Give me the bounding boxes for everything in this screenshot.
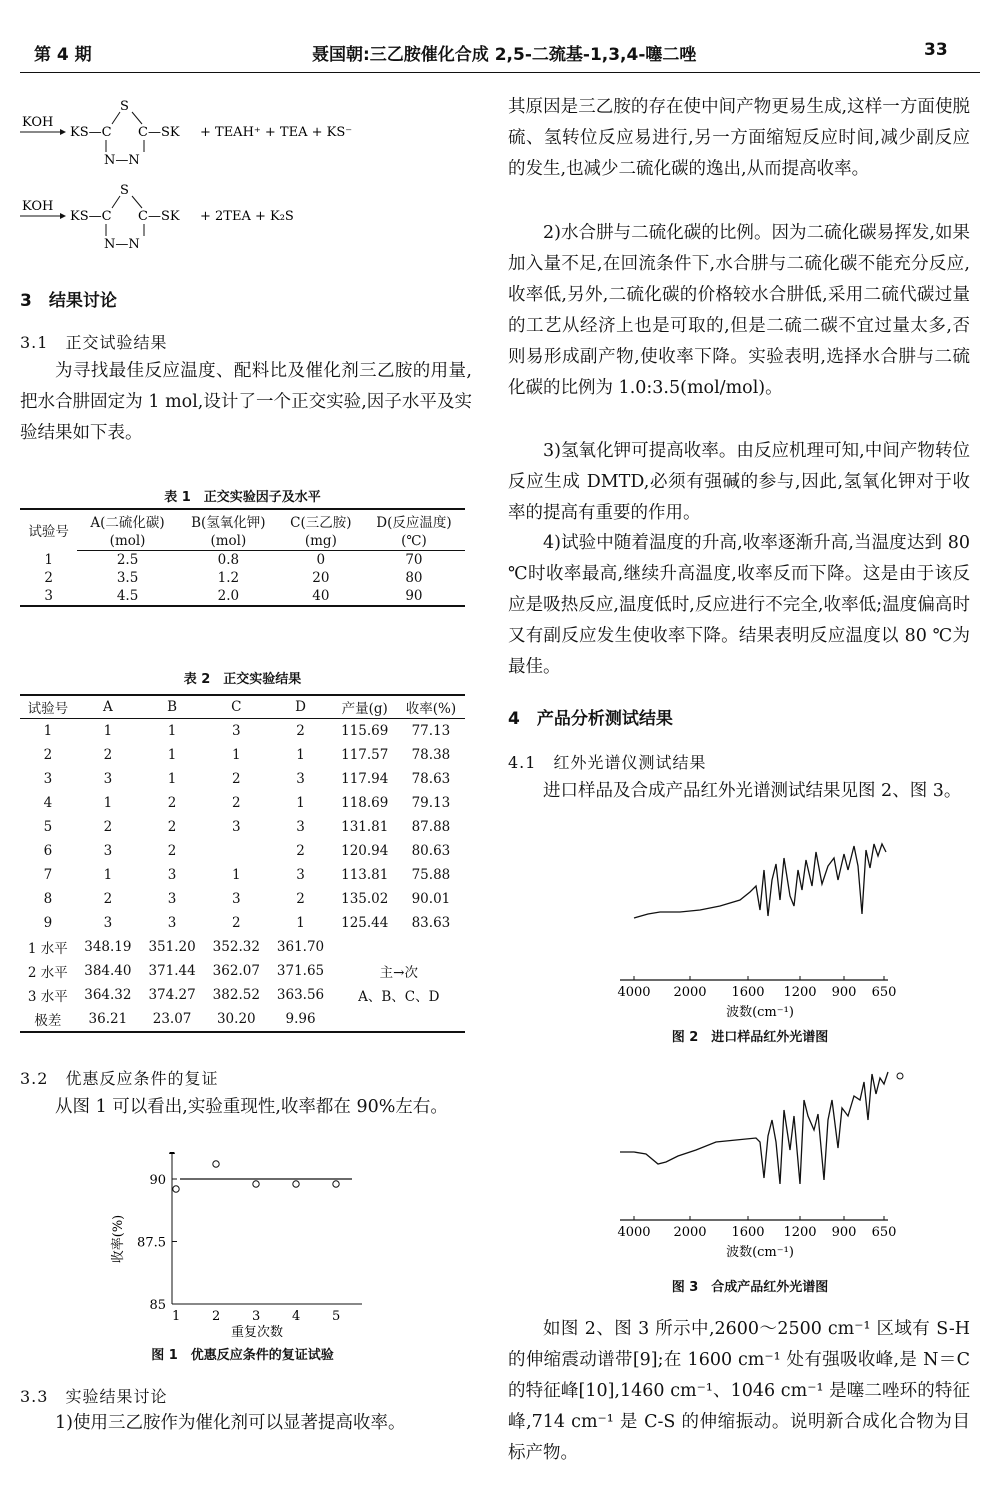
table-cell: 117.94 [341,771,389,787]
final-paragraph: 如图 2、图 3 所示中,2600～2500 cm⁻¹ 区域有 S-H 的伸缩震动谱带[9];在 1600 cm⁻¹ 处有强吸收峰,是 N＝C 的特征峰[10],1460 cm⁻¹、1046 cm⁻¹ 是噻二唑环的特征峰,714 cm⁻¹ 是 C-S 的伸缩振动。说明新合成化合物为目标产物。 [508,1319,970,1463]
table-cell: 3 [232,723,241,739]
x-tick-label: 5 [332,1309,341,1324]
section-3-2-heading: 3.2 优惠反应条件的复证 [20,1069,219,1088]
x-tick-label: 4000 [617,1225,651,1240]
table-cell: 79.13 [411,795,451,811]
table-cell: 1 [232,747,241,763]
table-1-caption: 表 1 正交实验因子及水平 [164,490,321,505]
summary-cell: 382.52 [212,987,260,1003]
table-cell: 2 [103,819,113,835]
x-axis-label: 波数(cm⁻¹) [726,1005,794,1020]
table-cell: 3.5 [116,570,139,586]
table-row [20,839,465,863]
table-cell: 1 [43,723,53,739]
summary-cell: 极差 [34,1013,62,1029]
trace-end-marker [897,1073,903,1079]
summary-cell: 351.20 [148,939,196,955]
table-cell: 3 [103,771,113,787]
reaction-1-products: + TEAH⁺ + TEA + KS⁻ [200,125,353,140]
table-cell: 2 [296,723,305,739]
summary-cell: 371.44 [148,963,196,979]
summary-cell: 363.56 [276,987,325,1003]
table-header: 试验号 [20,695,76,719]
table-cell: 2 [167,795,177,811]
table-cell: 135.02 [341,891,389,907]
table-2-caption: 表 2 正交实验结果 [183,672,302,687]
y-tick-label: 85 [149,1298,166,1313]
paragraph-3: 3)氢氧化钾可提高收率。由反应机理可知,中间产物转位反应生成 DMTD,必须有强碱的参与,因此,氢氧化钾对于收率的提高有重要的作用。 [508,441,970,523]
table-unit: (mol) [77,532,178,551]
table-cell: 3 [44,588,53,604]
x-tick-label: 1 [172,1309,181,1324]
data-point [213,1161,219,1167]
table-cell: 3 [296,867,305,883]
x-tick-label: 2 [212,1309,221,1324]
x-tick-label: 900 [831,985,857,1000]
x-tick-label: 1200 [783,1225,817,1240]
table-cell: 2 [232,771,241,787]
table-cell: 3 [103,915,113,931]
summary-cell: 348.19 [84,939,132,955]
table-cell: 1.2 [217,570,240,586]
summary-row [20,983,465,1007]
data-point [253,1181,259,1187]
table-cell: 2.0 [217,588,240,604]
figure-2-ir-spectrum [600,840,910,1030]
ring-right: C—SK [138,125,180,140]
table-cell: 2 [232,795,241,811]
table-cell: 3 [167,915,177,931]
table-cell: 131.81 [341,819,389,835]
y-tick-label: 90 [149,1173,166,1188]
table-header: D(反应温度) [376,515,452,531]
table-cell: 5 [43,819,53,835]
y-tick-label: 87.5 [137,1235,166,1251]
ring-s: S [120,183,129,198]
table-cell: 0 [316,552,326,568]
ring-nn: N—N [104,153,140,168]
summary-cell: 374.27 [148,987,196,1003]
summary-cell: 364.32 [84,987,132,1003]
table-row [20,719,465,744]
section-3-1-heading: 3.1 正交试验结果 [20,333,168,352]
paragraph-4: 4)试验中随着温度的升高,收率逐渐升高,当温度达到 80 ℃时收率最高,继续升高温度,收率反而下降。这是由于该反应是吸热反应,温度低时,反应进行不完全,收率低;温度偏高时又有副反应发生使收率下降。结果表明反应温度以 80 ℃为最佳。 [508,533,970,677]
summary-cell: 2 水平 [27,965,68,981]
figure-2-caption: 图 2 进口样品红外光谱图 [671,1030,829,1045]
table-cell: 2 [103,891,113,907]
table-cell: 113.81 [341,867,389,883]
x-tick-label: 650 [871,985,897,1000]
table-row [20,863,465,887]
table-cell: 1 [44,551,53,568]
summary-cell: 3 水平 [27,989,68,1005]
table-header: B(氢氧化钾) [191,515,266,531]
table-header: C [204,695,268,719]
figure-1-caption: 图 1 优惠反应条件的复证试验 [151,1348,334,1363]
table-header: 收率(%) [397,695,465,719]
table-cell: 9 [43,915,53,931]
page-number: 33 [924,40,948,60]
x-tick-label: 4000 [617,985,651,1000]
table-cell: 120.94 [341,843,389,859]
figure-1-chart [100,1152,380,1362]
table-cell: 1 [167,747,177,763]
table-row [20,791,465,815]
table-cell: 2 [296,891,305,907]
table-cell: 8 [43,891,53,907]
table-cell: 77.13 [411,723,451,739]
x-tick-label: 3 [252,1309,261,1324]
table-cell: 90 [405,588,423,604]
paragraph-2: 2)水合肼与二硫化碳的比例。因为二硫化碳易挥发,如果加入量不足,在回流条件下,水合肼与二硫化碳不能充分反应,收率低,另外,二硫化碳的价格较水合肼低,采用二硫代碳过量的工艺从经济上也是可取的,但是二硫二碳不宜过量太多,否则易形成副产物,使收率下降。实验表明,选择水合肼与二硫化碳的比例为 1.0:3.5(mol/mol)。 [508,223,970,398]
summary-row [20,935,465,959]
x-tick-label: 1600 [731,1225,765,1240]
table-cell: 7 [43,867,53,883]
table-cell: 2 [103,747,113,763]
summary-cell: 主→次 [379,965,418,981]
summary-cell: A、B、C、D [358,989,440,1005]
x-tick-label: 4 [292,1309,301,1324]
summary-row [20,1007,465,1032]
summary-row [20,959,465,983]
section-4-1-text: 进口样品及合成产品红外光谱测试结果见图 2、图 3。 [543,781,962,801]
table-cell: 3 [167,891,177,907]
summary-cell: 352.32 [212,939,260,955]
table-unit: (℃) [363,532,465,551]
summary-cell: 1 水平 [27,941,68,957]
table-cell: 70 [405,552,423,568]
table-cell: 2 [167,819,177,835]
table-cell: 75.88 [411,867,451,883]
table-cell: 2 [44,570,53,586]
table-cell: 115.69 [341,723,389,739]
table-cell: 20 [312,570,330,586]
summary-cell: 371.65 [276,963,325,979]
data-point [293,1181,299,1187]
table-row [20,911,465,935]
table-header: 产量(g) [333,695,397,719]
running-title: 聂国朝:三乙胺催化合成 2,5-二巯基-1,3,4-噻二唑 [312,45,697,65]
table-row [20,587,465,606]
reaction-scheme [20,92,400,262]
table-cell: 2 [43,747,53,763]
table-row [20,767,465,791]
table-row [20,569,465,587]
table-cell: 90.01 [411,891,451,907]
summary-cell: 36.21 [88,1011,128,1027]
reaction-2-products: + 2TEA + K₂S [200,209,294,224]
table-cell: 2 [296,843,305,859]
table-cell: 3 [167,867,177,883]
table-cell: 4 [43,795,53,811]
spectrum-trace [634,844,886,918]
table-cell: 2.5 [116,552,139,568]
table-cell: 118.69 [341,795,389,811]
table-unit: (mg) [279,532,363,551]
table-cell: 80 [405,570,423,586]
table-cell: 1 [167,771,177,787]
table-header: 试验号 [28,524,69,541]
table-unit: (mol) [178,532,279,551]
table-row [20,815,465,839]
spectrum-trace [620,1072,888,1184]
x-tick-label: 1200 [783,985,817,1000]
summary-cell: 384.40 [84,963,132,979]
arrowhead [60,213,66,219]
table-cell: 78.63 [411,771,451,787]
table-cell: 80.63 [411,843,451,859]
table-cell: 1 [103,723,113,739]
summary-cell: 23.07 [152,1011,192,1027]
table-cell: 3 [232,819,241,835]
table-header: A(二硫化碳) [90,515,165,531]
table-row [20,743,465,767]
table-cell: 3 [232,891,241,907]
table-cell: 1 [296,795,305,811]
arrowhead [60,129,66,135]
ring-nn: N—N [104,237,140,252]
summary-cell: 361.70 [276,939,325,955]
table-cell: 1 [296,747,305,763]
table-cell: 3 [103,843,113,859]
x-tick-label: 900 [831,1225,857,1240]
x-tick-label: 1600 [731,985,765,1000]
x-tick-label: 650 [871,1225,897,1240]
table-1 [20,508,465,607]
table-row [20,551,465,570]
paragraph-continued: 其原因是三乙胺的存在使中间产物更易生成,这样一方面使脱硫、氢转位反应易进行,另一方面缩短反应时间,减少副反应的发生,也减少二硫化碳的逸出,从而提高收率。 [508,97,970,179]
section-3-3-heading: 3.3 实验结果讨论 [20,1387,168,1406]
table-cell: 6 [43,843,53,859]
table-header: B [140,695,204,719]
issue-number: 第 4 期 [34,45,92,65]
table-cell: 4.5 [116,588,139,604]
x-axis-label: 波数(cm⁻¹) [726,1245,794,1260]
table-cell: 1 [232,867,241,883]
ring-s: S [120,99,129,114]
ring-left: KS—C [70,209,112,224]
table-cell: 1 [167,723,177,739]
ring-left: KS—C [70,125,112,140]
table-cell: 78.38 [411,747,451,763]
table-cell: 40 [312,588,330,604]
figure-3-caption: 图 3 合成产品红外光谱图 [671,1280,829,1295]
ring-right: C—SK [138,209,180,224]
x-axis-label: 重复次数 [230,1325,284,1340]
y-axis-arrow [169,1152,175,1154]
section-3-3-p1: 1)使用三乙胺作为催化剂可以显著提高收率。 [55,1413,406,1433]
x-tick-label: 2000 [673,1225,707,1240]
header-rule [20,72,980,73]
reagent-koh: KOH [22,115,54,130]
data-point [173,1186,179,1192]
table-cell: 3 [43,771,53,787]
summary-cell: 30.20 [216,1011,256,1027]
section-4-heading: 4 产品分析测试结果 [508,709,673,729]
summary-cell: 362.07 [212,963,260,979]
table-cell: 3 [296,819,305,835]
table-cell: 3 [296,771,305,787]
table-header: A [76,695,140,719]
table-cell: 1 [103,867,113,883]
y-axis-label: 收率(%) [111,1214,126,1264]
section-3-2-text: 从图 1 可以看出,实验重现性,收率都在 90%左右。 [55,1097,448,1117]
table-row [20,887,465,911]
table-cell: 1 [296,915,305,931]
table-cell: 0.8 [217,552,240,568]
section-3-1-text: 为寻找最佳反应温度、配料比及催化剂三乙胺的用量,把水合肼固定为 1 mol,设计了一个正交实验,因子水平及实验结果如下表。 [20,361,472,443]
table-header: D [268,695,332,719]
table-cell: 1 [103,795,113,811]
table-cell: 83.63 [411,915,451,931]
table-cell [204,839,268,863]
summary-cell [333,1007,465,1032]
table-cell: 125.44 [341,915,389,931]
table-cell: 2 [232,915,241,931]
summary-cell [333,935,465,959]
table-header: C(三乙胺) [290,515,352,531]
summary-cell: 9.96 [285,1011,316,1027]
x-tick-label: 2000 [673,985,707,1000]
table-cell: 2 [167,843,177,859]
section-3-heading: 3 结果讨论 [20,291,117,311]
table-cell: 87.88 [411,819,451,835]
figure-3-ir-spectrum [600,1060,910,1272]
data-point [333,1181,339,1187]
table-2 [20,694,465,1033]
table-cell: 117.57 [341,747,389,763]
section-4-1-heading: 4.1 红外光谱仪测试结果 [508,753,707,772]
reagent-koh: KOH [22,199,54,214]
